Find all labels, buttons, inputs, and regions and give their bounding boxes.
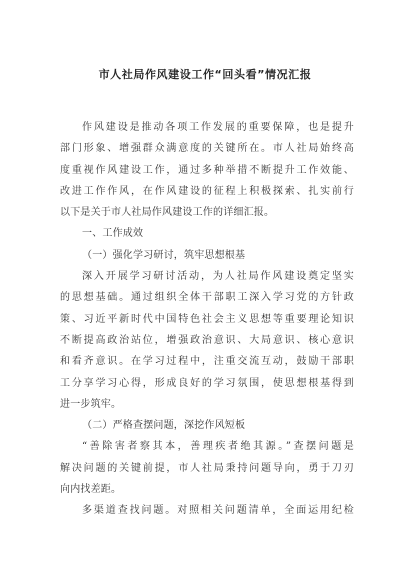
paragraph-line: 部门形象、增强群众满意度的关键所在。市人社局始终高 <box>60 143 354 155</box>
document-title: 市人社局作风建设工作“回头看”情况汇报 <box>98 68 312 81</box>
paragraph-line: 向内找差距。 <box>60 484 122 496</box>
paragraph-line: 不断提高政治站位，增强政治意识、大局意识、核心意识 <box>60 334 354 346</box>
paragraph-line: 进一步筑牢。 <box>60 398 122 410</box>
paragraph-line: 深入开展学习研讨活动，为人社局作风建设奠定坚实 <box>82 271 354 283</box>
paragraph-line: 的思想基础。通过组织全体干部职工深入学习党的方针政 <box>60 292 354 304</box>
paragraph-line: 度重视作风建设工作，通过多种举措不断提升工作效能、 <box>60 164 354 176</box>
paragraph-line: 工分享学习心得，形成良好的学习氛围，使思想根基得到 <box>60 377 354 389</box>
paragraph-line: 改进工作作风，在作风建设的征程上积极探索、扎实前行 <box>60 185 354 197</box>
paragraph-line: “善除害者察其本，善理疾者绝其源。”查摆问题是 <box>82 441 354 453</box>
paragraph-line: 多渠道查找问题。对照相关问题清单，全面运用纪检 <box>82 505 354 517</box>
paragraph-line: 以下是关于市人社局作风建设工作的详细汇报。 <box>60 207 275 219</box>
paragraph-line: 解决问题的关键前提，市人社局秉持问题导向，勇于刀刃 <box>60 462 354 474</box>
paragraph-line: 作风建设是推动各项工作发展的重要保障，也是提升 <box>82 122 354 133</box>
document-body <box>60 117 354 522</box>
section-heading: （一）强化学习研讨，筑牢思想根基 <box>82 249 246 261</box>
section-heading: 一、工作成效 <box>82 228 144 240</box>
paragraph-line: 策、习近平新时代中国特色社会主义思想等重要理论知识 <box>60 313 354 325</box>
section-heading: （二）严格查摆问题，深挖作风短板 <box>82 420 246 432</box>
paragraph-line: 和看齐意识。在学习过程中，注重交流互动，鼓励干部职 <box>60 356 354 368</box>
